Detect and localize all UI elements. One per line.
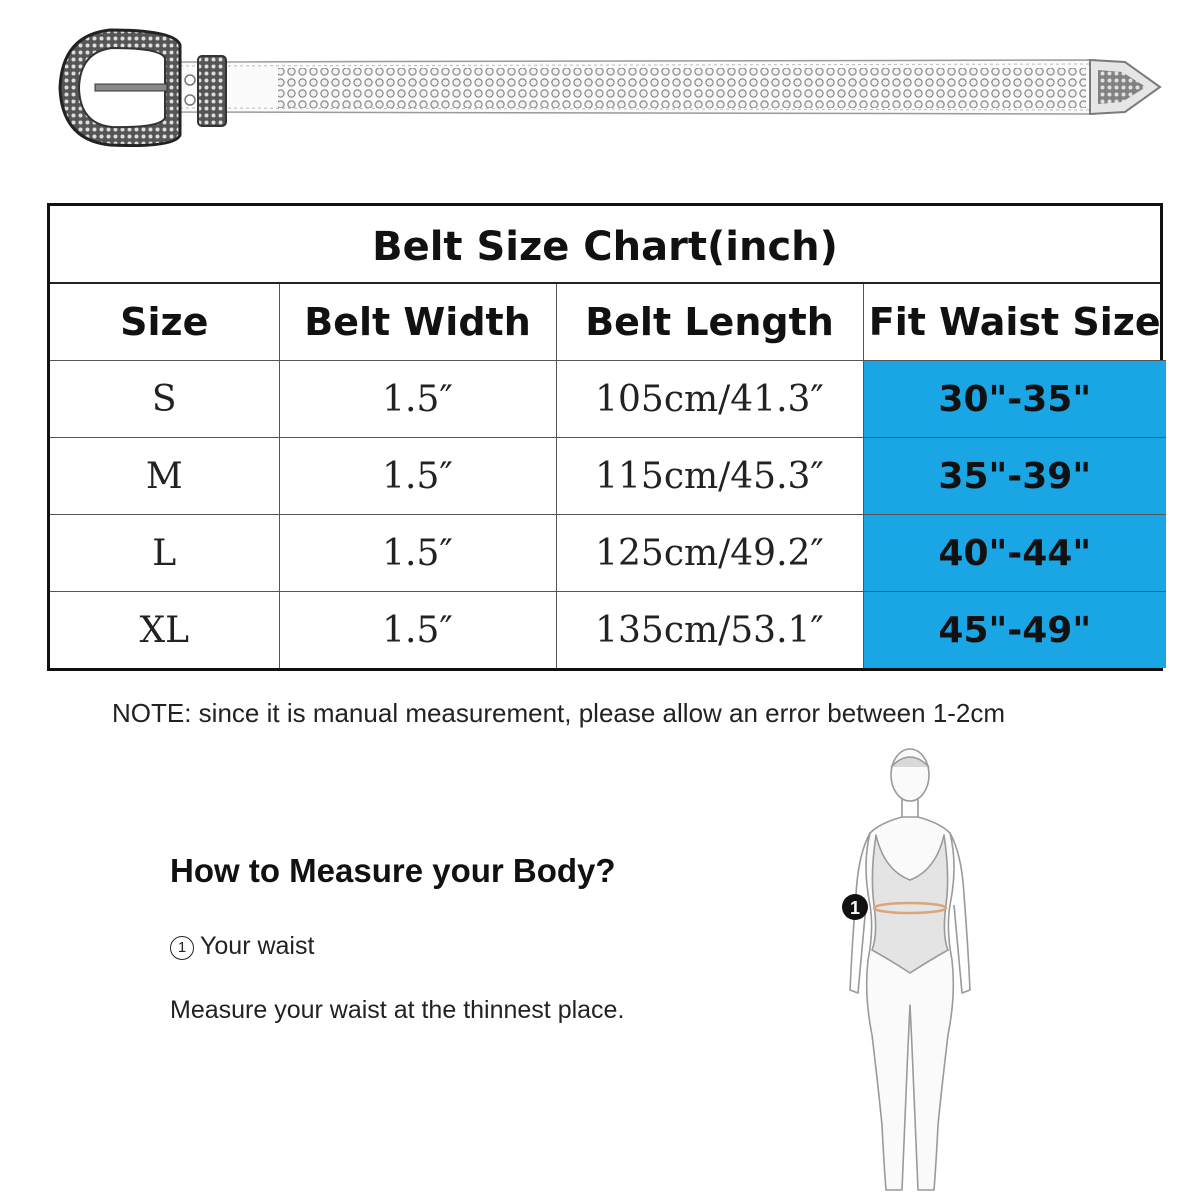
cell-length: 105cm/41.3″ [556,361,863,438]
cell-width: 1.5″ [279,592,556,669]
how-to-measure-title: How to Measure your Body? [170,852,616,889]
waist-marker-label: 1 [849,898,861,918]
step-number-icon: 1 [170,936,194,960]
header-size: Size [50,284,279,361]
table-row [50,361,1166,438]
cell-waist: 30"-35" [863,361,1166,438]
cell-waist: 35"-39" [863,438,1166,515]
table-header-row [50,284,1166,361]
measurement-note: NOTE: since it is manual measurement, please allow an error between 1-2cm [112,698,1006,728]
cell-width: 1.5″ [279,361,556,438]
cell-width: 1.5″ [279,438,556,515]
belt-illustration [0,0,1200,170]
cell-waist: 45"-49" [863,592,1166,669]
table-row [50,515,1166,592]
cell-waist: 40"-44" [863,515,1166,592]
waist-instruction: Measure your waist at the thinnest place. [170,996,625,1024]
header-fit-waist-size: Fit Waist Size [863,284,1166,361]
step-waist [170,932,314,961]
cell-width: 1.5″ [279,515,556,592]
cell-size: L [50,515,279,592]
step-label: Your waist [200,932,315,960]
chart-title: Belt Size Chart(inch) [50,206,1160,284]
cell-length: 125cm/49.2″ [556,515,863,592]
size-table [50,284,1166,668]
cell-size: M [50,438,279,515]
cell-length: 115cm/45.3″ [556,438,863,515]
table-row [50,438,1166,515]
belt-size-chart [47,203,1163,671]
body-figure-illustration [830,745,990,1200]
cell-size: S [50,361,279,438]
header-belt-width: Belt Width [279,284,556,361]
cell-length: 135cm/53.1″ [556,592,863,669]
table-row [50,592,1166,669]
cell-size: XL [50,592,279,669]
header-belt-length: Belt Length [556,284,863,361]
